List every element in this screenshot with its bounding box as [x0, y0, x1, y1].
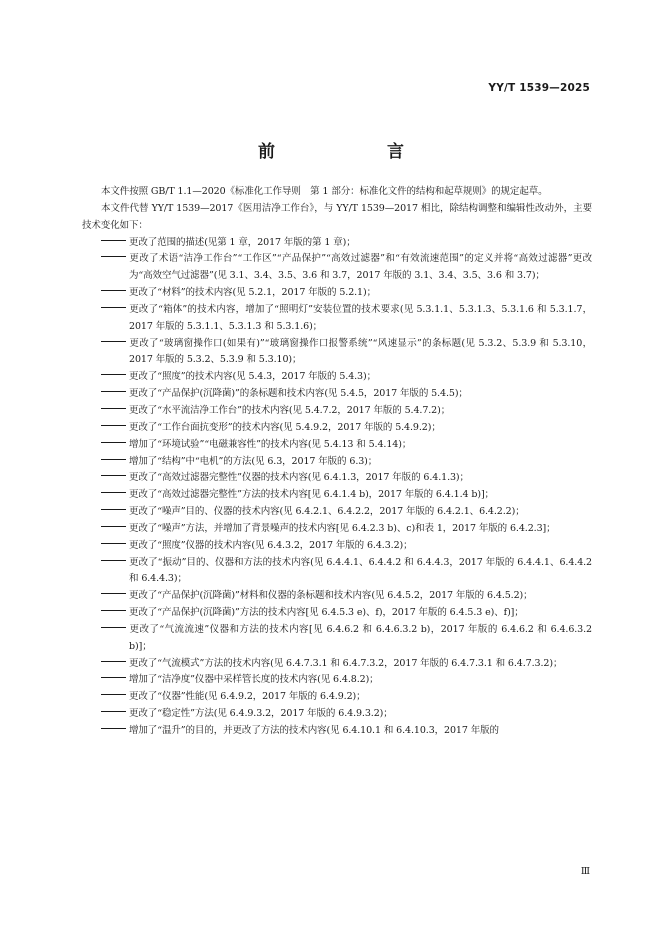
change-text: 更改了术语“洁净工作台”“工作区”“产品保护”“高效过滤器”和“有效流速范围”的定义并将“高效过滤器”更改为“高效空气过滤器”(见 3.1、3.4、3.5、3.6 和 3.7，2017 年版的 3.1、3.4、3.5、3.6 和 3.7)； [129, 253, 592, 282]
em-dash-marker [101, 260, 129, 261]
replacement-paragraph: 本文件代替 YY/T 1539—2017《医用洁净工作台》，与 YY/T 1539—2017 相比，除结构调整和编辑性改动外，主要技术变化如下： [82, 202, 592, 231]
em-dash-marker [101, 345, 129, 346]
em-dash-marker [101, 681, 129, 682]
change-text: 更改了“产品保护(沉降菌)”方法的技术内容[见 6.4.5.3 e)、f)，2017 年版的 6.4.5.3 e)、f)]； [129, 607, 524, 619]
change-list-item [82, 487, 592, 504]
change-list-item [82, 336, 592, 370]
change-text: 更改了“噪声”方法，并增加了背景噪声的技术内容[见 6.4.2.3 b)、c)和表 1，2017 年版的 6.4.2.3]； [129, 522, 556, 534]
change-text: 更改了“高效过滤器完整性”仪器的技术内容(见 6.4.1.3，2017 年版的 6.4.1.3)； [129, 472, 469, 484]
change-text: 更改了“产品保护(沉降菌)”材料和仪器的条标题和技术内容(见 6.4.5.2，2017 年版的 6.4.5.2)； [129, 590, 533, 602]
change-list-item [82, 706, 592, 723]
foreword-body [82, 184, 592, 740]
change-list-item [82, 689, 592, 706]
change-text: 更改了“振动”目的、仪器和方法的技术内容(见 6.4.4.1、6.4.4.2 和 6.4.4.3，2017 年版的 6.4.4.1、6.4.4.2 和 6.4.4.3)； [129, 556, 592, 585]
change-list-item [82, 386, 592, 403]
change-text: 更改了“照度”仪器的技术内容(见 6.4.3.2，2017 年版的 6.4.3.2)； [129, 539, 413, 551]
change-list-item [82, 302, 592, 336]
em-dash-marker [101, 530, 129, 531]
change-list-item [82, 369, 592, 386]
em-dash-marker [101, 395, 129, 396]
em-dash-marker [101, 446, 129, 447]
page-number: Ⅲ [580, 866, 590, 877]
change-list-item [82, 672, 592, 689]
change-list-item [82, 251, 592, 285]
change-text: 增加了“环境试验”“电磁兼容性”的技术内容(见 5.4.13 和 5.4.14)； [129, 438, 412, 450]
em-dash-marker [101, 378, 129, 379]
change-text: 更改了“气流流速”仪器和方法的技术内容[见 6.4.6.2 和 6.4.6.3.2 b)，2017 年版的 6.4.6.2 和 6.4.6.3.2 b)]； [129, 623, 592, 652]
drafting-basis-paragraph: 本文件按照 GB/T 1.1—2020《标准化工作导则 第 1 部分：标准化文件的结构和起草规则》的规定起草。 [101, 186, 548, 197]
change-list-item [82, 403, 592, 420]
standard-code-header: YY/T 1539—2025 [488, 82, 590, 94]
change-list [82, 235, 592, 740]
change-text: 更改了“照度”的技术内容(见 5.4.3，2017 年版的 5.4.3)； [129, 371, 377, 383]
change-text: 更改了“工作台面抗变形”的技术内容(见 5.4.9.2，2017 年版的 5.4.9.2)； [129, 421, 441, 433]
em-dash-marker [101, 665, 129, 666]
change-text: 更改了“水平流洁净工作台”的技术内容(见 5.4.7.2，2017 年版的 5.4.7.2)； [129, 404, 451, 416]
change-list-item [82, 521, 592, 538]
change-list-item [82, 437, 592, 454]
change-list-item [82, 622, 592, 656]
change-text: 更改了“箱体”的技术内容，增加了“照明灯”安装位置的技术要求(见 5.3.1.1、5.3.1.3、5.3.1.6 和 5.3.1.7，2017 年版的 5.3.1.1、5.3.1.3 和 5.3.1.6)； [129, 303, 592, 332]
change-text: 更改了“噪声”目的、仪器的技术内容(见 6.4.2.1、6.4.2.2，2017 年版的 6.4.2.1、6.4.2.2)； [129, 506, 525, 518]
change-text: 增加了“温升”的目的，并更改了方法的技术内容(见 6.4.10.1 和 6.4.10.3，2017 年版的 [129, 725, 499, 736]
change-text: 增加了“结构”中“电机”的方法(见 6.3，2017 年版的 6.3)； [129, 455, 378, 467]
change-text: 更改了范围的描述(见第 1 章，2017 年版的第 1 章)； [129, 236, 356, 248]
em-dash-marker [101, 732, 129, 733]
em-dash-marker [101, 631, 129, 632]
em-dash-marker [101, 513, 129, 514]
change-list-item [82, 454, 592, 471]
change-list-item [82, 555, 592, 589]
em-dash-marker [101, 244, 129, 245]
change-text: 更改了“气流模式”方法的技术内容(见 6.4.7.3.1 和 6.4.7.3.2，2017 年版的 6.4.7.3.1 和 6.4.7.3.2)； [129, 657, 563, 669]
em-dash-marker [101, 547, 129, 548]
em-dash-marker [101, 715, 129, 716]
em-dash-marker [101, 479, 129, 480]
change-list-item [82, 538, 592, 555]
em-dash-marker [101, 294, 129, 295]
change-list-item [82, 504, 592, 521]
change-text: 更改了“仪器”性能(见 6.4.9.2，2017 年版的 6.4.9.2)； [129, 691, 366, 703]
em-dash-marker [101, 597, 129, 598]
change-list-item [82, 723, 592, 740]
change-list-item [82, 588, 592, 605]
em-dash-marker [101, 463, 129, 464]
em-dash-marker [101, 429, 129, 430]
change-list-item [82, 235, 592, 252]
page-title: 前 言 [258, 142, 430, 162]
change-text: 增加了“洁净度”仪器中采样管长度的技术内容(见 6.4.8.2)； [129, 674, 379, 686]
em-dash-marker [101, 496, 129, 497]
change-text: 更改了“高效过滤器完整性”方法的技术内容[见 6.4.1.4 b)，2017 年版的 6.4.1.4 b)]； [129, 489, 494, 501]
change-list-item [82, 420, 592, 437]
change-list-item [82, 605, 592, 622]
em-dash-marker [101, 564, 129, 565]
em-dash-marker [101, 412, 129, 413]
em-dash-marker [101, 311, 129, 312]
change-text: 更改了“材料”的技术内容(见 5.2.1，2017 年版的 5.2.1)； [129, 287, 377, 299]
em-dash-marker [101, 614, 129, 615]
em-dash-marker [101, 698, 129, 699]
change-list-item [82, 285, 592, 302]
change-list-item [82, 470, 592, 487]
change-list-item [82, 656, 592, 673]
change-text: 更改了“稳定性”方法(见 6.4.9.3.2，2017 年版的 6.4.9.3.2)； [129, 708, 393, 720]
change-text: 更改了“产品保护(沉降菌)”的条标题和技术内容(见 5.4.5，2017 年版的 5.4.5)； [129, 388, 468, 400]
change-text: 更改了“玻璃窗操作口(如果有)”“玻璃窗操作口报警系统”“风速显示”的条标题(见 5.3.2、5.3.9 和 5.3.10，2017 年版的 5.3.2、5.3.9 和 5.3.10)； [129, 337, 592, 366]
